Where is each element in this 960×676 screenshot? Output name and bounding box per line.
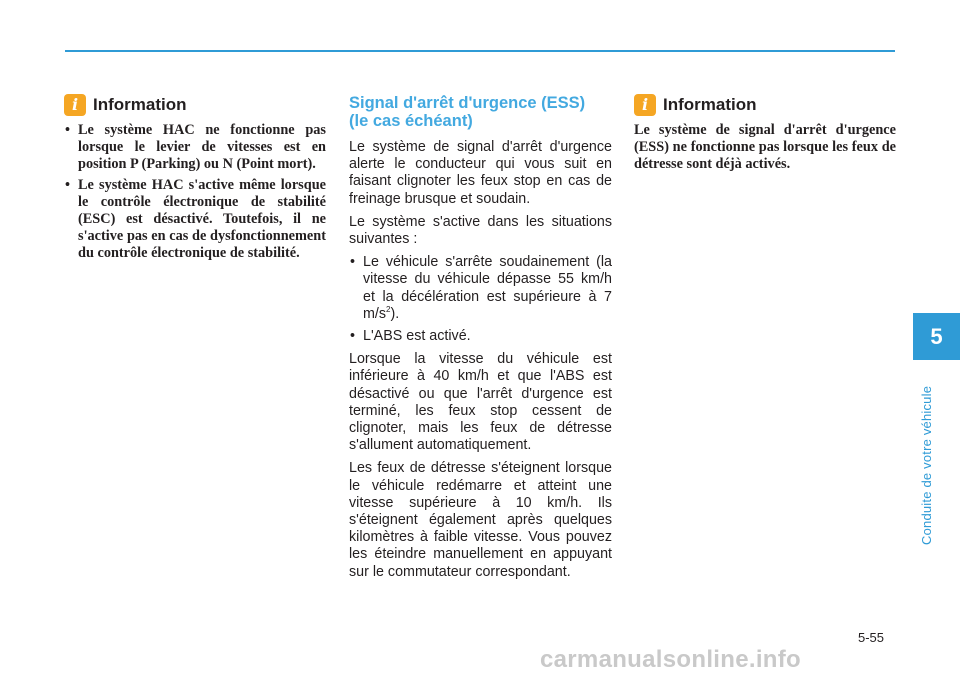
right-column [634,94,896,173]
paragraph-deactivation: Lorsque la vitesse du véhicule est inférieure à 40 km/h et que l'ABS est désactivé ou que l'arrêt d'urgence est terminé, les feux stop cessent de clignoter, mais les feux de détresse s'allument automatiquement. [349,351,612,454]
info-title: Information [663,95,757,114]
left-column [64,94,326,266]
list-item: • Le système HAC ne fonctionne pas lorsque le levier de vitesses est en position P (Parking) ou N (Point mort). [64,122,326,173]
info-title: Information [93,95,187,114]
list-item: • Le système HAC s'active même lorsque le contrôle électronique de stabilité (ESC) est désactivé. Toutefois, il ne s'active pas en cas de dysfonctionnement du contrôle électronique de stabilité. [64,177,326,262]
section-title-line-1: Signal d'arrêt d'urgence (ESS) [349,94,586,112]
bullet-text: Le véhicule s'arrête soudainement (la vitesse du véhicule dépasse 55 km/h et la décélération est supérieure à 7 m/s [363,254,612,322]
info-header-right [634,94,896,116]
paragraph-hazard-lights: Les feux de détresse s'éteignent lorsque le véhicule redémarre et atteint une vitesse supérieure à 10 km/h. Ils s'éteignent également après quelques kilomètres à faible vitesse. Vous pouvez les éteindre manuellement en appuyant sur le commutateur correspondant. [349,460,612,580]
section-title [349,94,612,130]
info-icon: i [64,94,86,116]
top-rule [65,50,895,52]
paragraph-situations: Le système s'active dans les situations suivantes : [349,213,612,248]
chapter-tab: 5 [913,313,960,360]
info-header-left [64,94,326,116]
info-list-left [64,122,326,262]
watermark: carmanualsonline.info [540,646,802,673]
list-item [349,254,612,323]
list-item: • L'ABS est activé. [349,328,612,345]
page-number: 5-55 [858,630,885,645]
info-text-right: Le système de signal d'arrêt d'urgence (ESS) ne fonctionne pas lorsque les feux de détresse sont déjà activés. [634,122,896,172]
situations-list [349,254,612,345]
middle-column [349,94,612,587]
section-title-line-2: (le cas échéant) [349,112,473,130]
paragraph-intro: Le système de signal d'arrêt d'urgence alerte le conducteur qui vous suit en faisant clignoter les feux stop en cas de freinage brusque et soudain. [349,139,612,207]
superscript: 2 [386,305,391,315]
bullet-end: ). [390,305,400,322]
info-icon: i [634,94,656,116]
